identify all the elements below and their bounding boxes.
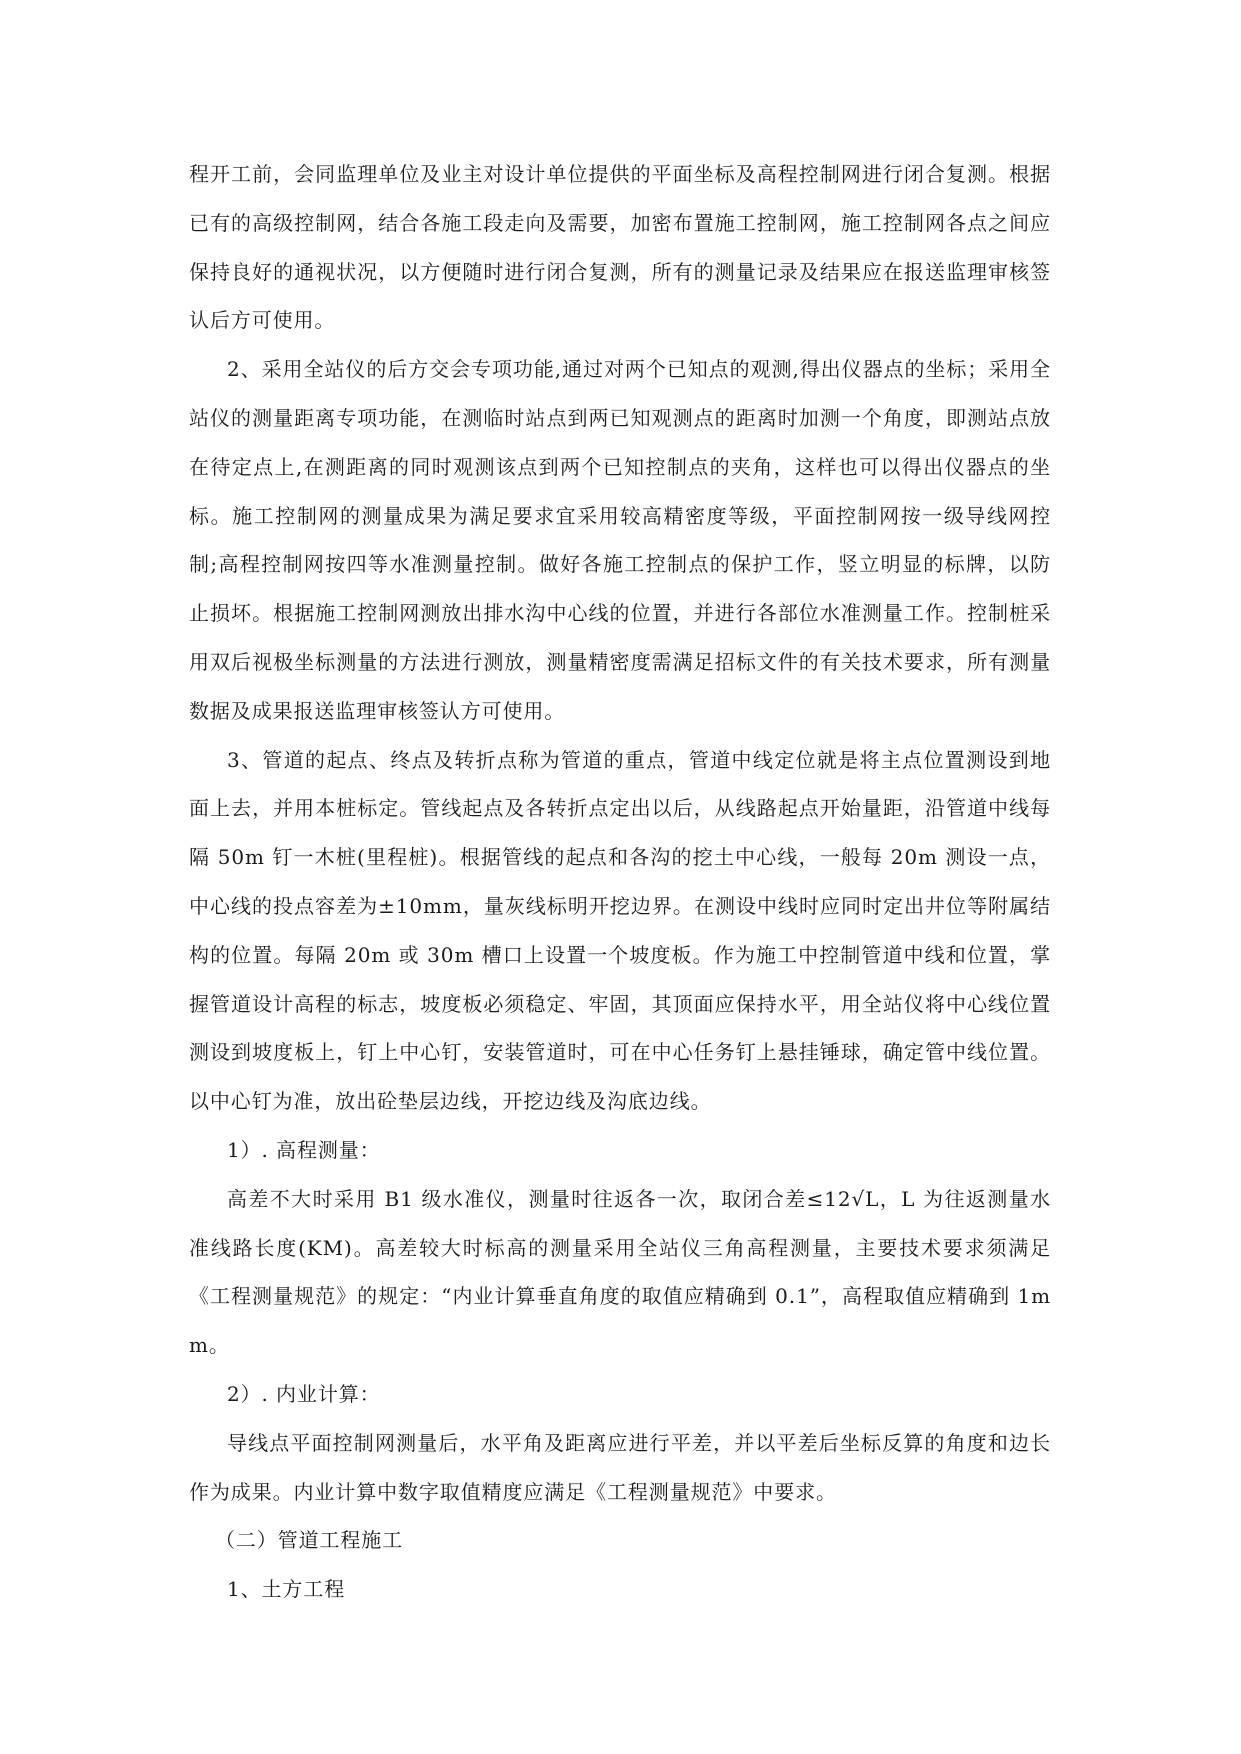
paragraph-survey-control-network: 程开工前，会同监理单位及业主对设计单位提供的平面坐标及高程控制网进行闭合复测。根据已有的高级控制网，结合各施工段走向及需要，加密布置施工控制网，施工控制网各点之间应保持良好的通视状况，以方便随时进行闭合复测，所有的测量记录及结果应在报送监理审核签认后方可使用。 bbox=[189, 162, 1051, 333]
document-body bbox=[189, 150, 1051, 1614]
paragraph-elevation-survey: 高差不大时采用 B1 级水准仪，测量时往返各一次，取闭合差≤12√L，L 为往返测量水准线路长度(KM)。高差较大时标高的测量采用全站仪三角高程测量，主要技术要求须满足《工程测量规范》的规定：“内业计算垂直角度的取值应精确到 0.1”，高程取值应精确到 1mm。 bbox=[189, 1186, 1051, 1358]
paragraph-total-station-method: 2、采用全站仪的后方交会专项功能,通过对两个已知点的观测,得出仪器点的坐标；采用全站仪的测量距离专项功能，在测临时站点到两已知观测点的距离时加测一个角度，即测站点放在待定点上,在测距离的同时观测该点到两个已知控制点的夹角，这样也可以得出仪器点的坐标。施工控制网的测量成果为满足要求宜采用较高精密度等级，平面控制网按一级导线网控制;高程控制网按四等水准测量控制。做好各施工控制点的保护工作，竖立明显的标牌，以防止损坏。根据施工控制网测放出排水沟中心线的位置，并进行各部位水准测量工作。控制桩采用双后视极坐标测量的方法进行测放，测量精密度需满足招标文件的有关技术要求，所有测量数据及成果报送监理审核签认方可使用。 bbox=[189, 357, 1051, 723]
paragraph-internal-calculation: 导线点平面控制网测量后，水平角及距离应进行平差，并以平差后坐标反算的角度和边长作为成果。内业计算中数字取值精度应满足《工程测量规范》中要求。 bbox=[189, 1430, 1051, 1504]
heading-elevation-survey: 1）. 高程测量： bbox=[227, 1137, 381, 1162]
heading-earthwork: 1、土方工程 bbox=[227, 1577, 346, 1602]
heading-pipeline-construction: （二）管道工程施工 bbox=[215, 1528, 404, 1553]
heading-internal-calculation: 2）. 内业计算： bbox=[227, 1381, 381, 1406]
paragraph-pipeline-centerline: 3、管道的起点、终点及转折点称为管道的重点，管道中线定位就是将主点位置测设到地面上去，并用本桩标定。管线起点及各转折点定出以后，从线路起点开始量距，沿管道中线每隔 50m 钉一木桩(里程桩)。根据管线的起点和各沟的挖土中心线，一般每 20m 测设一点，中心线的投点容差为±10mm，量灰线标明开挖边界。在测设中线时应同时定出井位等附属结构的位置。每隔 20m 或 30m 槽口上设置一个坡度板。作为施工中控制管道中线和位置，掌握管道设计高程的标志，坡度板必须稳定、牢固，其顶面应保持水平，用全站仪将中心线位置测设到坡度板上，钉上中心钉，安装管道时，可在中心任务钉上悬挂锤球，确定管中线位置。以中心钉为准，放出砼垫层边线，开挖边线及沟底边线。 bbox=[189, 747, 1051, 1114]
